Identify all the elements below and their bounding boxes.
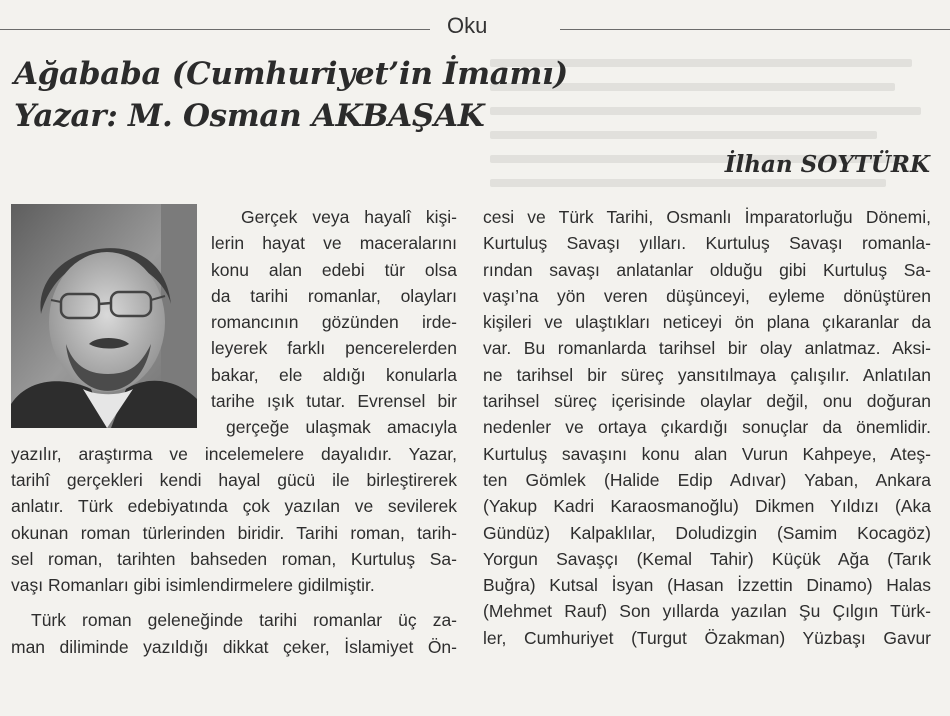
section-label: Oku — [447, 13, 488, 38]
paragraph-line: vaşı’na yön veren düşünceyi, eyleme dönüştüren — [483, 285, 931, 306]
section-rule-right — [560, 29, 950, 30]
paragraph-line: ne tarihsel bir süreç yansıtılmaya çalışılır. Anlatılan — [483, 364, 931, 385]
paragraph-line: tarihe ışık tutar. Evrensel bir — [211, 391, 457, 412]
paragraph-line: tarihî gerçekleri kendi hayal gücü ile birleştirerek — [11, 469, 457, 490]
paragraph-line: romancının gözünden irde- — [211, 312, 457, 333]
paragraph-line: Kurtuluş Savaşı yılları. Kurtuluş Savaşı romanla- — [483, 233, 931, 254]
paragraph-line: okunan roman türlerinden biridir. Tarihi roman, tarih- — [11, 522, 457, 543]
paragraph-line: Buğra) Kutsal İsyan (Hasan İzzettin Dinamo) Halas — [483, 575, 931, 596]
paragraph-line: gerçeğe ulaşmak amacıyla — [226, 417, 457, 438]
paragraph-line: lerin hayat ve maceralarını — [211, 233, 457, 254]
paragraph-line: cesi ve Türk Tarihi, Osmanlı İmparatorluğu Dönemi, — [483, 207, 931, 227]
paragraph-line: Yorgun Savaşçı (Kemal Tahir) Küçük Ağa (Tarık — [483, 548, 931, 569]
paragraph-line: man diliminde yazıldığı dikkat çeker, İslamiyet Ön- — [11, 636, 457, 657]
paragraph-line: ler, Cumhuriyet (Turgut Özakman) Yüzbaşı Gavur — [483, 627, 931, 648]
paragraph-line: var. Bu romanlarda tarihsel bir olay anlatmaz. Aksi- — [483, 338, 931, 359]
paragraph-line: anlatır. Türk edebiyatında çok yazılan ve sevilerek — [11, 496, 457, 517]
section-rule-left — [0, 29, 430, 30]
paragraph-line: bakar, ele aldığı konularla — [211, 364, 457, 385]
article-subtitle: Yazar: M. Osman AKBAŞAK — [14, 98, 485, 134]
paragraph-line: Gündüz) Kalpaklılar, Doludizgin (Samim Kocagöz) — [483, 522, 931, 543]
paragraph-line: leyerek farklı pencerelerden — [211, 338, 457, 359]
paragraph-line: rından savaşı anlatanlar olduğu gibi Kurtuluş Sa- — [483, 259, 931, 280]
article-author: İlhan SOYTÜRK — [724, 151, 930, 178]
paragraph-line: tarihsel süreç içerisinde olaylar değil, onu doğuran — [483, 391, 931, 412]
paragraph-line: vaşı Romanları gibi isimlendirmelere gidilmiştir. — [11, 575, 375, 596]
article-title: Ağababa (Cumhuriyet’in İmamı) — [14, 56, 568, 92]
right-column-text — [483, 204, 931, 651]
paragraph-line: (Yakup Kadri Karaosmanoğlu) Dikmen Yıldızı (Aka — [483, 496, 931, 517]
paragraph-line: Kurtuluş savaşını konu alan Vurun Kahpeye, Ateş- — [483, 443, 931, 464]
paragraph-line: konu alan edebi tür olsa — [211, 259, 457, 280]
paragraph-line: (Mehmet Rauf) Son yıllarda yazılan Şu Çılgın Türk- — [483, 601, 931, 622]
paragraph-line: ten Gömlek (Halide Edip Adıvar) Yaban, Ankara — [483, 469, 931, 490]
paragraph-line: Türk roman geleneğinde tarihi romanlar üç za- — [31, 610, 457, 631]
paragraph-line: Gerçek veya hayalî kişi- — [241, 207, 457, 227]
paragraph-line: yazılır, araştırma ve incelemelere dayalıdır. Yazar, — [11, 443, 457, 464]
paragraph-line: sel roman, tarihten bahseden roman, Kurtuluş Sa- — [11, 548, 457, 569]
paragraph-line: kişileri ve ulaştıkları neticeyi ön plana çıkaranlar da — [483, 312, 931, 333]
left-column-text — [11, 204, 457, 660]
paragraph-line: nedenler ve ortaya çıkardığı sonuçlar da önemlidir. — [483, 417, 931, 438]
paragraph-line: da tarihi romanlar, olayları — [211, 285, 457, 306]
